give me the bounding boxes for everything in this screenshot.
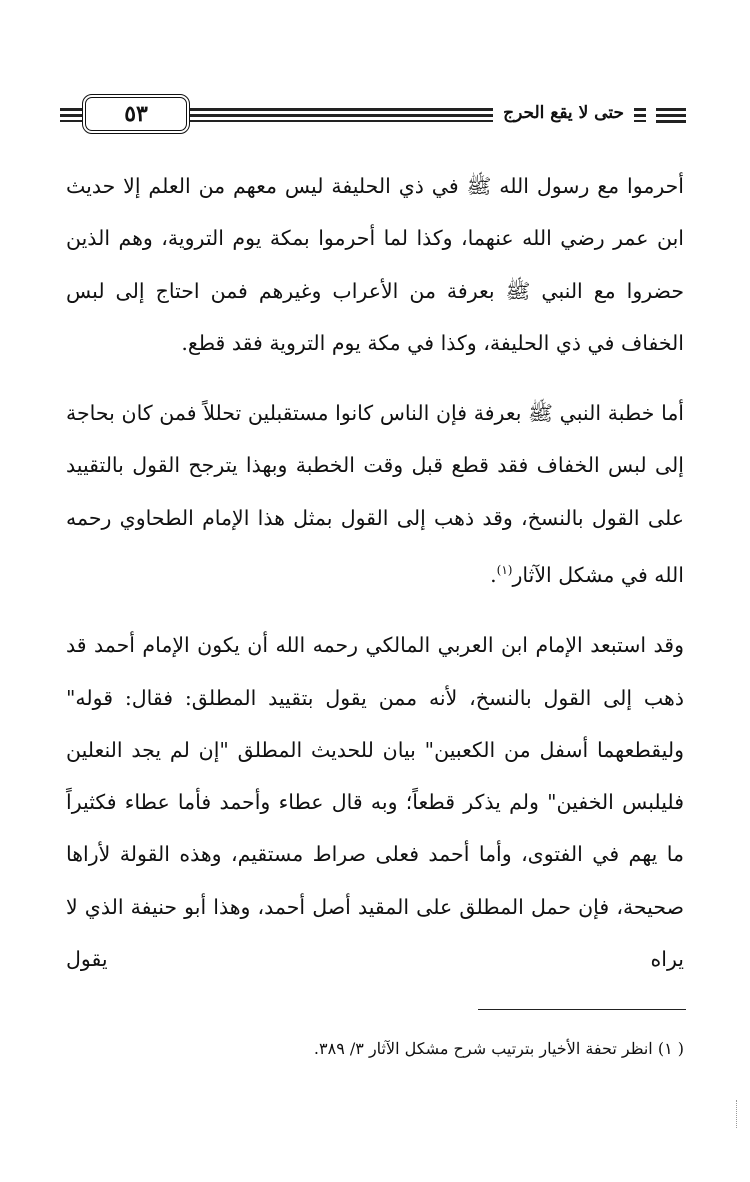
paragraph-2 xyxy=(66,387,684,601)
main-text xyxy=(66,160,684,985)
paragraph-3-text: وقد استبعد الإمام ابن العربي المالكي رحمه الله أن يكون الإمام أحمد قد ذهب إلى القول بالنسخ، لأنه ممن يقول بتقييد المطلق: فقال: قوله" وليقطعهما أسفل من الكعبين" بيان للحديث المطلق "إن لم يجد النعلين فليلبس الخفين" ولم يذكر قطعاً؛ وبه قال عطاء وأحمد فأما عطاء فكثيراً ما يهم في الفتوى، وأما أحمد فعلى صراط مستقيم، وهذه القولة لأراها صحيحة، فإن حمل المطلق على المقيد أصل أحمد، وهذا أبو حنيفة الذي لا يراه يقول xyxy=(66,633,684,971)
footnote xyxy=(66,1036,684,1062)
page-header xyxy=(60,92,686,138)
paragraph-1-text: أحرموا مع رسول الله ﷺ في ذي الحليفة ليس معهم من العلم إلا حديث ابن عمر رضي الله عنهما، وكذا لما أحرموا بمكة يوم التروية، وهم الذين حضروا مع النبي ﷺ بعرفة من الأعراب وغيرهم فمن احتاج إلى لبس الخفاف في ذي الحليفة، وكذا في مكة يوم التروية فقد قطع. xyxy=(66,174,684,355)
paragraph-2-tail: . xyxy=(490,562,497,587)
footnote-reference: (١) xyxy=(496,563,513,578)
running-title: حتى لا يقع الحرج xyxy=(493,98,634,128)
header-ornament-bars xyxy=(646,106,686,124)
paragraph-2-text: أما خطبة النبي ﷺ بعرفة فإن الناس كانوا مستقبلين تحللاً فمن كان بحاجة إلى لبس الخفاف فقد قطع قبل وقت الخطبة وبهذا يترجح القول بالتقييد على القول بالنسخ، وقد ذهب إلى القول بمثل هذا الإمام الطحاوي رحمه الله في مشكل الآثار xyxy=(66,401,684,587)
footnote-separator xyxy=(478,1009,686,1010)
paragraph-1 xyxy=(66,160,684,369)
page-number: ٥٣ xyxy=(82,94,190,134)
paragraph-3 xyxy=(66,619,684,985)
scan-edge-mark xyxy=(736,1100,739,1128)
footnote-text: ( ١) انظر تحفة الأخيار بترتيب شرح مشكل الآثار ٣/ ٣٨٩. xyxy=(313,1039,684,1058)
